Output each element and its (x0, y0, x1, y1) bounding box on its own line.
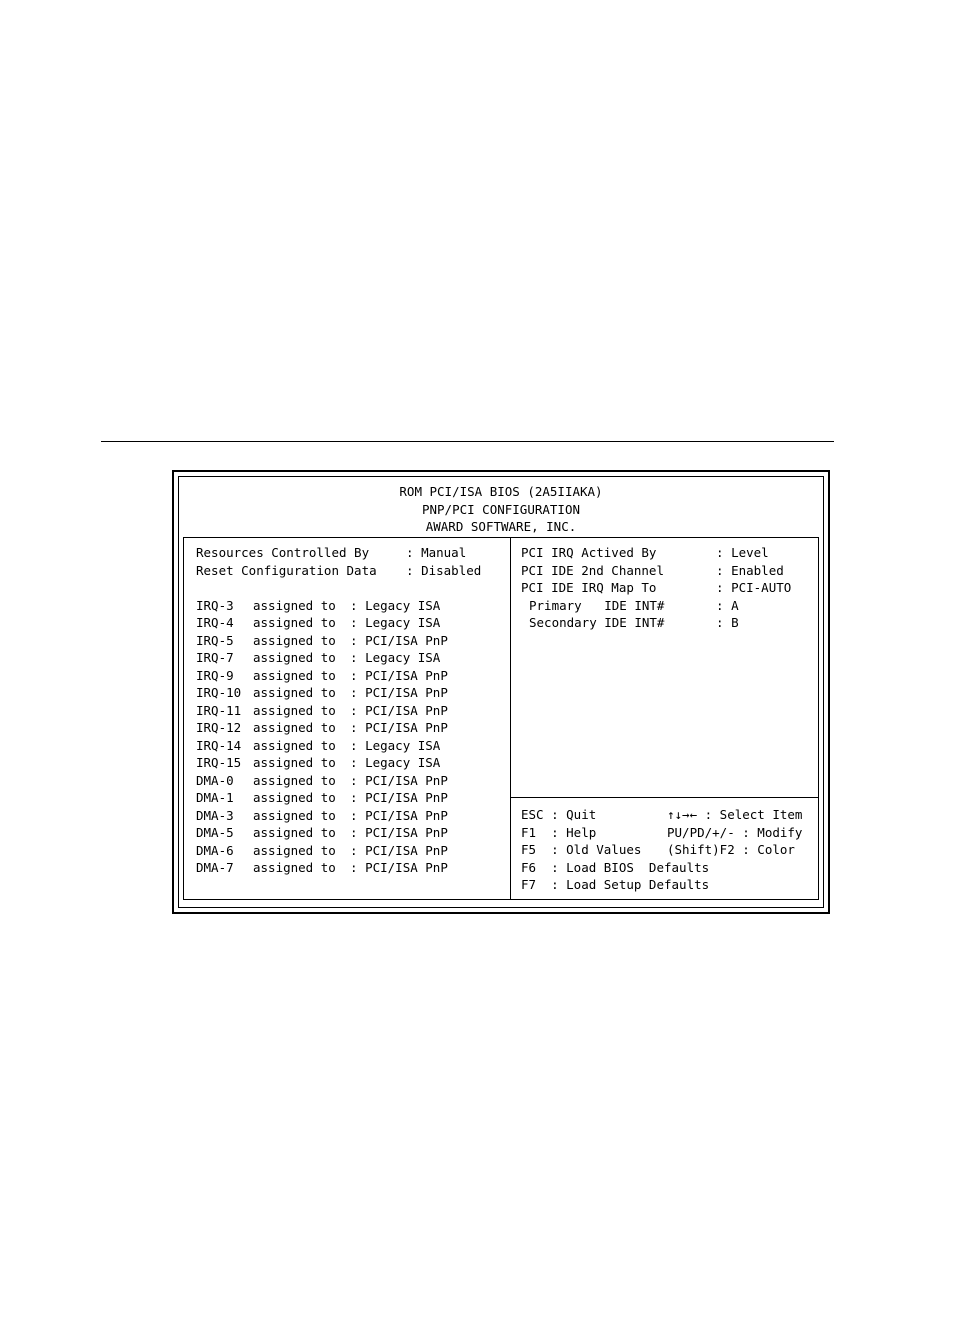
assigned-to-label: assigned to (253, 772, 336, 788)
setting-label: PCI IRQ Actived By (521, 545, 657, 560)
assigned-to-label: assigned to (253, 860, 336, 875)
pci-setting-row[interactable]: PCI IDE IRQ Map To : PCI-AUTO (521, 580, 792, 595)
resource-name: DMA-1 (196, 790, 234, 805)
assigned-to-label: assigned to (253, 597, 336, 613)
pci-setting-row[interactable]: PCI IDE 2nd Channel : Enabled (521, 562, 784, 578)
setting-label: PCI IDE 2nd Channel (521, 562, 664, 578)
assignment-value[interactable]: Legacy ISA (365, 737, 441, 753)
setting-value[interactable]: Enabled (731, 562, 784, 578)
resource-name: DMA-7 (196, 860, 234, 875)
help-select-item: ↑↓→← : Select Item (667, 807, 803, 822)
resource-name: DMA-0 (196, 772, 234, 788)
assignment-value[interactable]: Legacy ISA (365, 755, 441, 770)
setting-value[interactable]: Manual (421, 545, 467, 560)
setting-value[interactable]: A (731, 597, 739, 613)
assignment-value[interactable]: PCI/ISA PnP (365, 632, 448, 648)
assignment-value[interactable]: PCI/ISA PnP (365, 702, 448, 718)
assignment-value[interactable]: PCI/ISA PnP (365, 807, 448, 823)
assignment-row-dma-0[interactable]: DMA-0 assigned to : PCI/ISA PnP (196, 772, 448, 788)
assigned-to-label: assigned to (253, 615, 336, 630)
help-f5-old-values: F5 : Old Values (521, 842, 642, 857)
assigned-to-label: assigned to (253, 650, 336, 665)
pci-setting-row[interactable]: Secondary IDE INT# : B (529, 615, 739, 630)
key-help-panel (511, 797, 818, 899)
assigned-to-label: assigned to (253, 807, 336, 823)
bios-page-title: PNP/PCI CONFIGURATION (421, 501, 581, 517)
resource-name: IRQ-7 (196, 650, 234, 665)
assignment-row-irq-10[interactable]: IRQ-10 assigned to : PCI/ISA PnP (196, 685, 448, 700)
assigned-to-label: assigned to (253, 842, 336, 858)
resource-name: IRQ-11 (196, 702, 242, 718)
help-color: (Shift)F2 : Color (667, 842, 795, 857)
assignment-row-dma-3[interactable]: DMA-3 assigned to : PCI/ISA PnP (196, 807, 448, 823)
assignment-value[interactable]: PCI/ISA PnP (365, 860, 448, 875)
resource-name: IRQ-14 (196, 737, 242, 753)
page-divider-rule (101, 441, 834, 442)
assignment-value[interactable]: PCI/ISA PnP (365, 667, 448, 683)
resource-name: DMA-6 (196, 842, 234, 858)
pci-settings-panel (511, 538, 818, 899)
resource-name: IRQ-15 (196, 755, 242, 770)
assignment-row-irq-15[interactable]: IRQ-15 assigned to : Legacy ISA (196, 755, 441, 770)
bios-body (183, 537, 819, 900)
irq-dma-panel (184, 538, 511, 899)
assigned-to-label: assigned to (253, 755, 336, 770)
resource-name: IRQ-10 (196, 685, 242, 700)
assignment-row-irq-12[interactable]: IRQ-12 assigned to : PCI/ISA PnP (196, 720, 448, 735)
setting-resources-controlled-by[interactable]: Resources Controlled By : Manual (196, 545, 467, 560)
assignment-value[interactable]: Legacy ISA (365, 597, 441, 613)
pci-setting-row[interactable]: PCI IRQ Actived By : Level (521, 545, 769, 560)
assigned-to-label: assigned to (253, 720, 336, 735)
resource-name: IRQ-3 (196, 597, 234, 613)
assignment-row-irq-14[interactable]: IRQ-14 assigned to : Legacy ISA (196, 737, 441, 753)
assigned-to-label: assigned to (253, 632, 336, 648)
assignment-row-irq-9[interactable]: IRQ-9 assigned to : PCI/ISA PnP (196, 667, 448, 683)
resource-name: IRQ-4 (196, 615, 234, 630)
assignment-row-irq-11[interactable]: IRQ-11 assigned to : PCI/ISA PnP (196, 702, 448, 718)
assignment-row-dma-7[interactable]: DMA-7 assigned to : PCI/ISA PnP (196, 860, 448, 875)
bios-screen-inner-frame (178, 476, 824, 908)
assignment-value[interactable]: PCI/ISA PnP (365, 720, 448, 735)
assigned-to-label: assigned to (253, 685, 336, 700)
assigned-to-label: assigned to (253, 825, 336, 840)
resource-name: IRQ-9 (196, 667, 234, 683)
bios-vendor: AWARD SOFTWARE, INC. (425, 519, 577, 534)
assignment-value[interactable]: PCI/ISA PnP (365, 842, 448, 858)
resource-name: IRQ-5 (196, 632, 234, 648)
assigned-to-label: assigned to (253, 667, 336, 683)
help-f7-load-setup-defaults: F7 : Load Setup Defaults (521, 877, 710, 892)
assignment-value[interactable]: PCI/ISA PnP (365, 790, 448, 805)
resource-name: DMA-3 (196, 807, 234, 823)
setting-label: Secondary IDE INT# (529, 615, 665, 630)
setting-value[interactable]: Level (731, 545, 769, 560)
assignment-row-dma-1[interactable]: DMA-1 assigned to : PCI/ISA PnP (196, 790, 448, 805)
assigned-to-label: assigned to (253, 702, 336, 718)
assignment-value[interactable]: PCI/ISA PnP (365, 772, 448, 788)
setting-value[interactable]: PCI-AUTO (731, 580, 792, 595)
assignment-row-irq-7[interactable]: IRQ-7 assigned to : Legacy ISA (196, 650, 441, 665)
setting-reset-configuration-data[interactable]: Reset Configuration Data : Disabled (196, 562, 482, 578)
assignment-value[interactable]: PCI/ISA PnP (365, 825, 448, 840)
pci-setting-row[interactable]: Primary IDE INT# : A (529, 597, 739, 613)
assigned-to-label: assigned to (253, 737, 336, 753)
assignment-row-dma-6[interactable]: DMA-6 assigned to : PCI/ISA PnP (196, 842, 448, 858)
help-f1-help: F1 : Help (521, 824, 597, 840)
assignment-row-irq-5[interactable]: IRQ-5 assigned to : PCI/ISA PnP (196, 632, 448, 648)
help-f6-load-bios-defaults: F6 : Load BIOS Defaults (521, 859, 710, 875)
setting-label: PCI IDE IRQ Map To (521, 580, 657, 595)
assignment-row-dma-5[interactable]: DMA-5 assigned to : PCI/ISA PnP (196, 825, 448, 840)
assignment-row-irq-4[interactable]: IRQ-4 assigned to : Legacy ISA (196, 615, 441, 630)
setting-label: Reset Configuration Data (196, 562, 377, 578)
assignment-value[interactable]: PCI/ISA PnP (365, 685, 448, 700)
help-modify: PU/PD/+/- : Modify (667, 824, 803, 840)
assignment-value[interactable]: Legacy ISA (365, 650, 441, 665)
assignment-row-irq-3[interactable]: IRQ-3 assigned to : Legacy ISA (196, 597, 441, 613)
bios-title: ROM PCI/ISA BIOS (2A5IIAKA) (399, 484, 603, 499)
setting-label: Resources Controlled By (196, 545, 370, 560)
setting-value[interactable]: Disabled (421, 562, 482, 578)
assignment-value[interactable]: Legacy ISA (365, 615, 441, 630)
assigned-to-label: assigned to (253, 790, 336, 805)
setting-label: Primary IDE INT# (529, 597, 665, 613)
bios-header (179, 483, 823, 536)
bios-screen (172, 470, 830, 914)
resource-name: DMA-5 (196, 825, 234, 840)
resource-name: IRQ-12 (196, 720, 242, 735)
help-esc-quit: ESC : Quit (521, 807, 597, 822)
setting-value[interactable]: B (731, 615, 739, 630)
